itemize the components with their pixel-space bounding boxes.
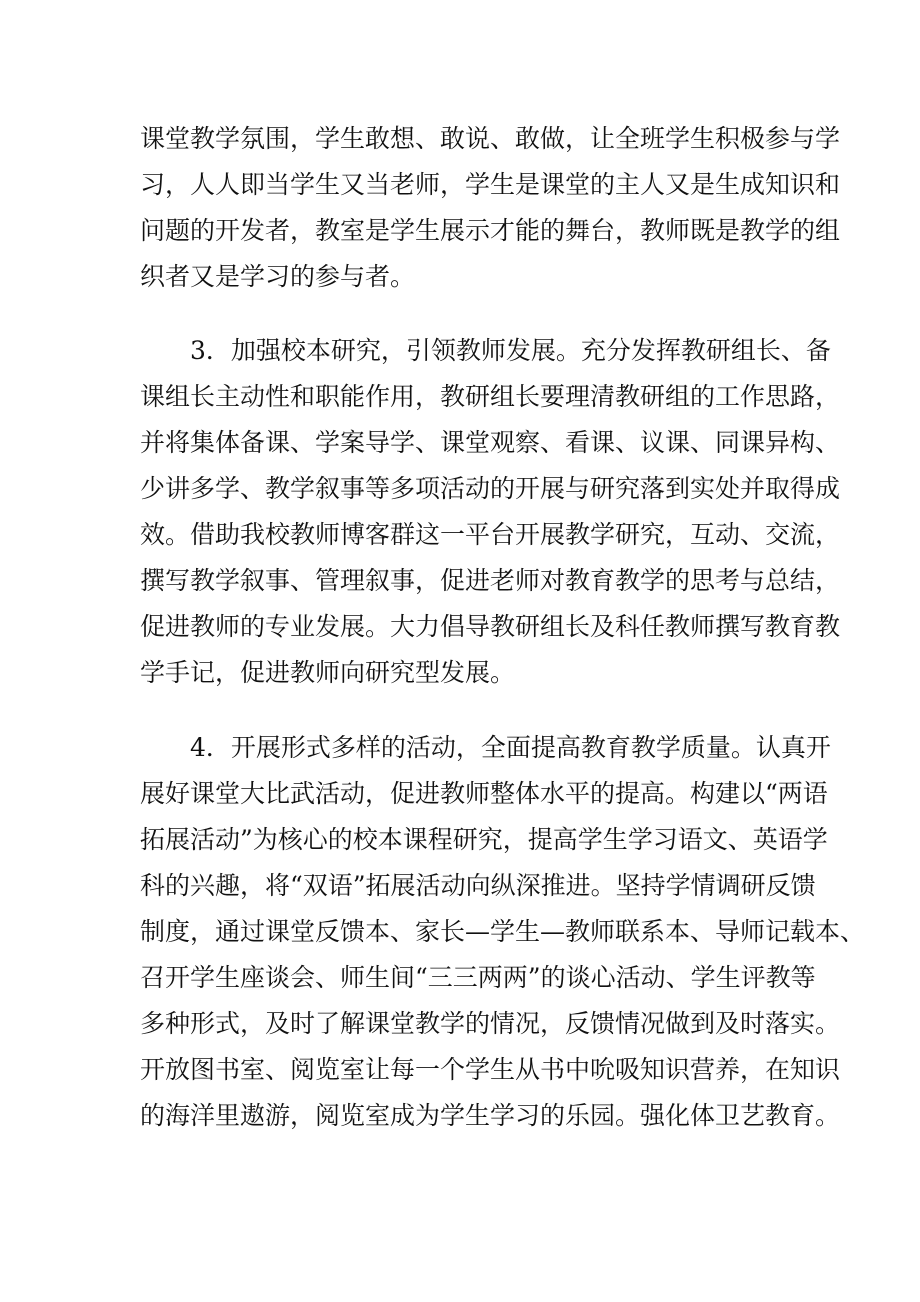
paragraph-line: 少讲多学、教学叙事等多项活动的开展与研究落到实处并取得成 (140, 474, 841, 503)
paragraph-line: 召开学生座谈会、师生间“三三两两”的谈心活动、学生评教等 (140, 963, 816, 992)
paragraph-line: 促进教师的专业发展。大力倡导教研组长及科任教师撰写教育教 (140, 612, 841, 641)
paragraph-line: 制度，通过课堂反馈本、家长—学生—教师联系本、导师记载本、 (140, 917, 866, 946)
paragraph-3 (140, 725, 866, 1139)
paragraph-line: 展好课堂大比武活动，促进教师整体水平的提高。构建以“两语 (140, 779, 828, 808)
paragraph-line: 多种形式，及时了解课堂教学的情况，反馈情况做到及时落实。 (140, 1009, 841, 1038)
paragraph-line: 的海洋里遨游，阅览室成为学生学习的乐园。强化体卫艺教育。 (140, 1101, 841, 1130)
paragraph-line: 课组长主动性和职能作用，教研组长要理清教研组的工作思路， (140, 382, 841, 411)
paragraph-line: 4．开展形式多样的活动，全面提高教育教学质量。认真开 (140, 733, 831, 762)
paragraph-line: 学手记，促进教师向研究型发展。 (140, 658, 516, 687)
paragraph-line: 拓展活动”为核心的校本课程研究，提高学生学习语文、英语学 (140, 825, 828, 854)
paragraph-line: 课堂教学氛围，学生敢想、敢说、敢做，让全班学生积极参与学 (140, 124, 841, 153)
paragraph-line: 撰写教学叙事、管理叙事，促进老师对教育教学的思考与总结， (140, 566, 841, 595)
paragraph-line: 3．加强校本研究，引领教师发展。充分发挥教研组长、备 (140, 336, 831, 365)
paragraph-line: 习，人人即当学生又当老师，学生是课堂的主人又是生成知识和 (140, 170, 841, 199)
paragraph-line: 效。借助我校教师博客群这一平台开展教学研究，互动、交流， (140, 520, 841, 549)
paragraph-2 (140, 328, 841, 696)
paragraph-line: 问题的开发者，教室是学生展示才能的舞台，教师既是教学的组 (140, 216, 841, 245)
paragraph-line: 并将集体备课、学案导学、课堂观察、看课、议课、同课异构、 (140, 428, 841, 457)
paragraph-line: 织者又是学习的参与者。 (140, 262, 416, 291)
paragraph-1 (140, 116, 841, 300)
paragraph-line: 科的兴趣，将“双语”拓展活动向纵深推进。坚持学情调研反馈 (140, 871, 816, 900)
paragraph-line: 开放图书室、阅览室让每一个学生从书中吮吸知识营养，在知识 (140, 1055, 841, 1084)
